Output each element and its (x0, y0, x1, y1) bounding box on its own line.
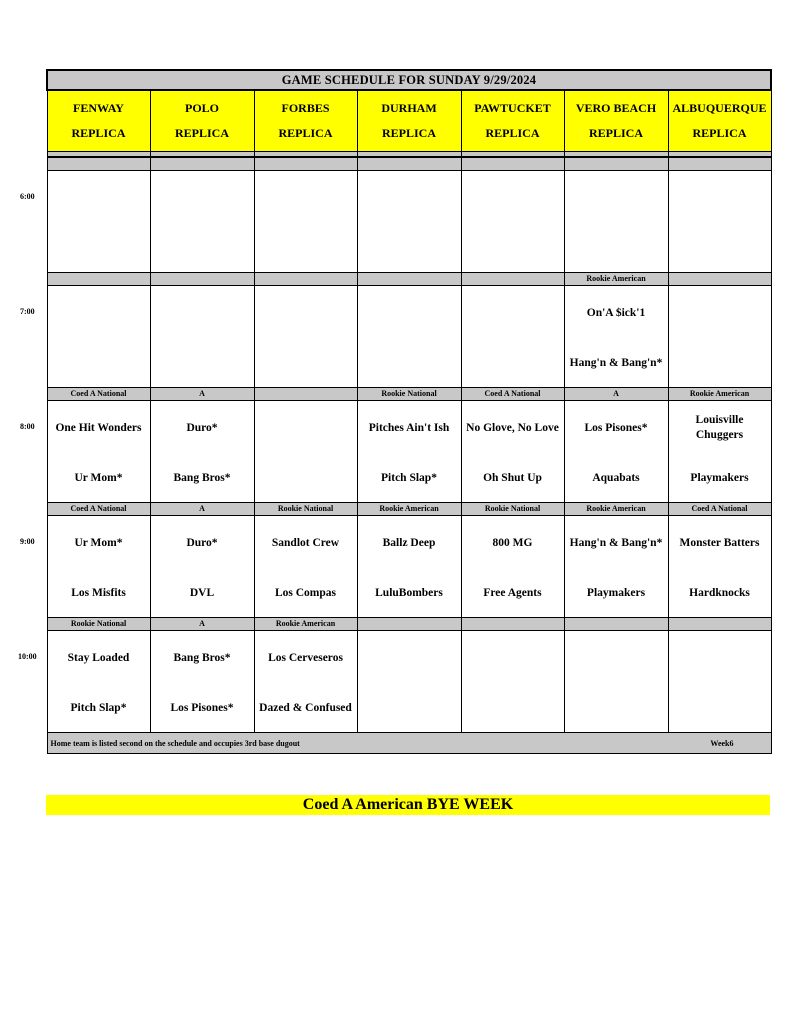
team-top (255, 286, 357, 340)
field-header (564, 90, 668, 152)
division-label: A (150, 388, 254, 401)
game-cell (461, 631, 564, 733)
game-cell (357, 286, 461, 388)
week-label: Week6 (710, 738, 734, 748)
field-header (668, 90, 771, 152)
field-name: DURHAM (381, 101, 437, 115)
team-bottom (358, 225, 461, 272)
field-header (47, 90, 150, 152)
team-bottom (462, 340, 564, 387)
division-label: Rookie American (357, 503, 461, 516)
bye-week-banner: Coed A American BYE WEEK (46, 795, 770, 815)
team-bottom: DVL (189, 587, 215, 599)
game-cell (461, 286, 564, 388)
team-top: Hang'n & Bang'n* (569, 536, 663, 549)
game-row (47, 171, 771, 273)
game-cell (47, 401, 150, 503)
division-label (47, 157, 150, 171)
division-label (461, 157, 564, 171)
field-sub: REPLICA (174, 126, 229, 140)
schedule-title: GAME SCHEDULE FOR SUNDAY 9/29/2024 (47, 70, 771, 90)
game-cell (461, 401, 564, 503)
team-top: Pitches Ain't Ish (368, 421, 450, 434)
team-bottom: Hang'n & Bang'n* (569, 357, 663, 369)
team-bottom: Pitch Slap* (381, 472, 437, 484)
team-bottom (669, 685, 771, 732)
division-label: Rookie National (254, 503, 357, 516)
team-bottom (462, 685, 564, 732)
team-top: Los Cerveseros (268, 651, 343, 664)
team-top: Duro* (186, 421, 218, 434)
team-bottom: LuluBombers (375, 587, 443, 599)
team-bottom: Ur Mom* (74, 472, 123, 484)
division-label (254, 273, 357, 286)
game-cell (357, 631, 461, 733)
time-label: 9:00 (20, 536, 35, 546)
team-top: Duro* (186, 536, 218, 549)
division-label: A (564, 388, 668, 401)
division-label (357, 157, 461, 171)
team-top: Sandlot Crew (271, 536, 340, 549)
team-bottom (669, 340, 771, 387)
division-label (254, 157, 357, 171)
game-cell (668, 516, 771, 618)
team-top: Ur Mom* (74, 536, 123, 549)
division-label (564, 157, 668, 171)
division-label: Rookie National (461, 503, 564, 516)
team-bottom (358, 340, 461, 387)
field-sub: REPLICA (381, 126, 436, 140)
game-cell (254, 286, 357, 388)
game-cell (564, 631, 668, 733)
team-top (48, 171, 150, 225)
field-sub: REPLICA (692, 126, 747, 140)
team-bottom: Dazed & Confused (259, 702, 352, 714)
team-bottom: Los Misfits (71, 587, 126, 599)
game-row (47, 286, 771, 388)
team-top (565, 171, 668, 225)
footer-row (47, 733, 771, 754)
team-top (151, 286, 254, 340)
team-bottom: Los Pisones* (170, 702, 234, 714)
schedule-table (46, 69, 772, 754)
team-bottom (565, 225, 668, 272)
game-cell (254, 516, 357, 618)
team-top: No Glove, No Love (466, 421, 559, 434)
game-cell (357, 401, 461, 503)
division-label: Rookie American (668, 388, 771, 401)
field-name: ALBUQUERQUE (672, 101, 767, 115)
division-label (357, 273, 461, 286)
team-top (358, 286, 461, 340)
team-top: One Hit Wonders (55, 421, 142, 434)
team-bottom (48, 340, 150, 387)
division-label: Rookie American (564, 273, 668, 286)
division-label (254, 388, 357, 401)
game-cell (150, 171, 254, 273)
division-row (47, 273, 771, 286)
game-cell (668, 631, 771, 733)
game-cell (668, 401, 771, 503)
team-bottom: Hardknocks (689, 587, 750, 599)
field-header (461, 90, 564, 152)
division-label: Rookie National (47, 618, 150, 631)
game-cell (357, 171, 461, 273)
team-top: Louisville Chuggers (695, 414, 744, 441)
game-cell (564, 516, 668, 618)
game-cell (254, 631, 357, 733)
game-row (47, 401, 771, 503)
field-name: POLO (184, 101, 219, 115)
team-bottom (255, 340, 357, 387)
time-label: 6:00 (20, 191, 35, 201)
game-cell (150, 401, 254, 503)
team-bottom (151, 225, 254, 272)
team-top (669, 286, 771, 340)
team-bottom: Free Agents (483, 587, 542, 599)
field-header (150, 90, 254, 152)
team-top: Ballz Deep (382, 536, 436, 549)
field-sub: REPLICA (71, 126, 126, 140)
division-label: Coed A National (47, 503, 150, 516)
division-label (668, 273, 771, 286)
division-label: Coed A National (668, 503, 771, 516)
team-bottom: Bang Bros* (173, 472, 231, 484)
game-cell (150, 286, 254, 388)
footer-note: Home team is listed second on the schedule and occupies 3rd base dugout (50, 738, 300, 748)
team-bottom (669, 225, 771, 272)
team-bottom (255, 225, 357, 272)
game-cell (47, 516, 150, 618)
division-label: A (150, 503, 254, 516)
division-label (461, 273, 564, 286)
field-name: FENWAY (73, 101, 124, 115)
team-bottom (462, 225, 564, 272)
division-row (47, 157, 771, 171)
team-bottom: Playmakers (690, 472, 749, 484)
team-top (151, 171, 254, 225)
team-top: 800 MG (492, 536, 533, 549)
game-cell (564, 171, 668, 273)
division-label (564, 618, 668, 631)
division-label (461, 618, 564, 631)
field-sub: REPLICA (278, 126, 333, 140)
team-bottom: Pitch Slap* (70, 702, 127, 714)
time-label: 7:00 (20, 306, 35, 316)
game-cell (461, 516, 564, 618)
team-top (255, 171, 357, 225)
division-label: Coed A National (47, 388, 150, 401)
game-cell (47, 286, 150, 388)
game-cell (668, 286, 771, 388)
team-bottom (151, 340, 254, 387)
team-top: Bang Bros* (173, 651, 231, 664)
team-bottom: Los Compas (274, 587, 337, 599)
game-cell (47, 171, 150, 273)
game-row (47, 631, 771, 733)
division-label (47, 273, 150, 286)
game-cell (564, 286, 668, 388)
team-top (255, 401, 357, 455)
time-label: 8:00 (20, 421, 35, 431)
division-label (357, 618, 461, 631)
game-cell (564, 401, 668, 503)
game-cell (150, 631, 254, 733)
game-cell (461, 171, 564, 273)
game-cell (254, 401, 357, 503)
team-top (565, 631, 668, 685)
team-top: Los Pisones* (584, 421, 648, 434)
team-bottom: Oh Shut Up (483, 472, 542, 484)
team-top (358, 631, 461, 685)
game-cell (150, 516, 254, 618)
division-label: Rookie National (357, 388, 461, 401)
team-bottom: Playmakers (586, 587, 646, 599)
team-top (462, 631, 564, 685)
team-bottom: Aquabats (592, 472, 640, 484)
team-top (462, 171, 564, 225)
division-label: Coed A National (461, 388, 564, 401)
division-label (150, 157, 254, 171)
field-name: VERO BEACH (575, 101, 657, 115)
field-header (357, 90, 461, 152)
team-top: Monster Batters (679, 536, 760, 549)
field-sub: REPLICA (588, 126, 643, 140)
division-label (668, 157, 771, 171)
field-name: PAWTUCKET (474, 101, 551, 115)
team-bottom (358, 685, 461, 732)
division-label: Rookie American (254, 618, 357, 631)
field-header (254, 90, 357, 152)
field-sub: REPLICA (485, 126, 540, 140)
game-cell (47, 631, 150, 733)
division-row (47, 618, 771, 631)
division-row (47, 503, 771, 516)
game-cell (668, 171, 771, 273)
team-top (669, 171, 771, 225)
team-top (462, 286, 564, 340)
division-label: Rookie American (564, 503, 668, 516)
time-label: 10:00 (18, 651, 37, 661)
division-row (47, 388, 771, 401)
division-label (668, 618, 771, 631)
division-label: A (150, 618, 254, 631)
team-bottom (48, 225, 150, 272)
team-top: On'A $ick'1 (586, 306, 646, 319)
team-top (48, 286, 150, 340)
team-bottom (565, 685, 668, 732)
field-name: FORBES (281, 101, 330, 115)
team-top (669, 631, 771, 685)
game-cell (254, 171, 357, 273)
division-label (150, 273, 254, 286)
team-top: Stay Loaded (67, 651, 130, 664)
game-row (47, 516, 771, 618)
team-bottom (255, 455, 357, 502)
game-cell (357, 516, 461, 618)
team-top (358, 171, 461, 225)
